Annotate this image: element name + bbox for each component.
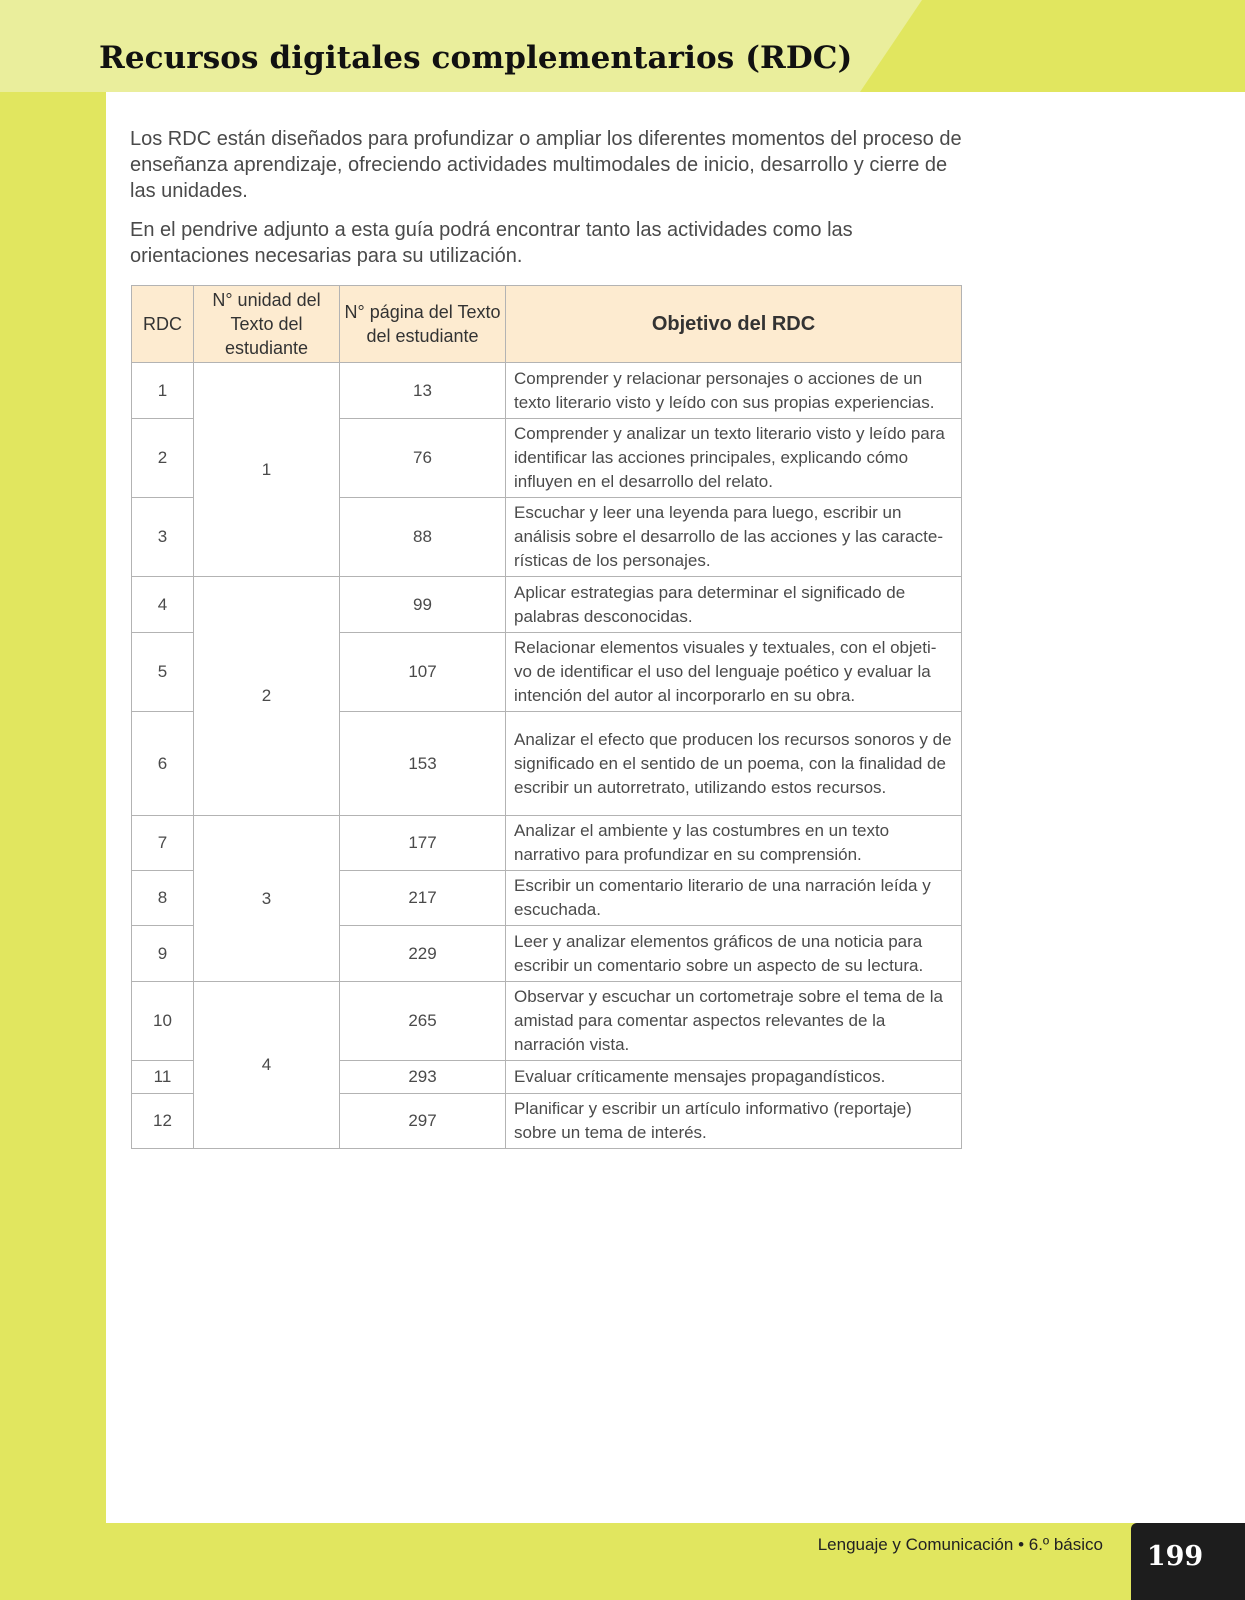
cell-page: 153 xyxy=(340,712,506,816)
cell-objective: Analizar el ambiente y las costumbres en un texto narrativo para profundizar en su comprensión. xyxy=(506,816,962,871)
cell-unit: 1 xyxy=(194,363,340,577)
cell-rdc: 1 xyxy=(132,363,194,419)
cell-page: 177 xyxy=(340,816,506,871)
page-title: Recursos digitales complementarios (RDC) xyxy=(99,40,853,76)
table-row xyxy=(132,577,962,633)
cell-objective: Escribir un comentario literario de una narración leída y escuchada. xyxy=(506,871,962,926)
cell-page: 293 xyxy=(340,1061,506,1094)
header-objetivo: Objetivo del RDC xyxy=(506,286,962,363)
cell-rdc: 6 xyxy=(132,712,194,816)
cell-objective: Comprender y analizar un texto literario visto y leído para identificar las acciones principales, explicando cómo influyen en el desarrollo del relato. xyxy=(506,419,962,498)
table-row xyxy=(132,982,962,1061)
cell-rdc: 11 xyxy=(132,1061,194,1094)
table-row xyxy=(132,816,962,871)
cell-page: 217 xyxy=(340,871,506,926)
cell-objective: Escuchar y leer una leyenda para luego, escribir un análisis sobre el desarrollo de las acciones y las caracte-rísticas de los personajes. xyxy=(506,498,962,577)
cell-page: 76 xyxy=(340,419,506,498)
cell-objective: Relacionar elementos visuales y textuales, con el objeti-vo de identificar el uso del lenguaje poético y evaluar la intención del autor al incorporarlo en su obra. xyxy=(506,633,962,712)
table-header-row xyxy=(132,286,962,363)
cell-rdc: 8 xyxy=(132,871,194,926)
cell-objective: Leer y analizar elementos gráficos de una noticia para escribir un comentario sobre un aspecto de su lectura. xyxy=(506,926,962,982)
cell-objective: Evaluar críticamente mensajes propagandísticos. xyxy=(506,1061,962,1094)
cell-page: 13 xyxy=(340,363,506,419)
cell-objective: Observar y escuchar un cortometraje sobre el tema de la amistad para comentar aspectos relevantes de la narración vista. xyxy=(506,982,962,1061)
cell-rdc: 3 xyxy=(132,498,194,577)
cell-page: 265 xyxy=(340,982,506,1061)
cell-objective: Planificar y escribir un artículo informativo (reportaje) sobre un tema de interés. xyxy=(506,1094,962,1149)
cell-page: 229 xyxy=(340,926,506,982)
rdc-table xyxy=(131,285,962,1149)
header-pagina: N° página del Texto del estudiante xyxy=(340,286,506,363)
cell-rdc: 5 xyxy=(132,633,194,712)
header-rdc: RDC xyxy=(132,286,194,363)
header-unidad: N° unidad del Texto del estudiante xyxy=(194,286,340,363)
cell-unit: 3 xyxy=(194,816,340,982)
cell-objective: Analizar el efecto que producen los recursos sonoros y de significado en el sentido de un poema, con la finalidad de escribir un autorretrato, utilizando estos recursos. xyxy=(506,712,962,816)
cell-unit: 4 xyxy=(194,982,340,1149)
intro-paragraph-1: Los RDC están diseñados para profundizar o ampliar los diferentes momentos del proceso de enseñanza aprendizaje, ofreciendo actividades multimodales de inicio, desarrollo y cierre de las unidades. xyxy=(130,128,962,202)
cell-rdc: 10 xyxy=(132,982,194,1061)
cell-unit: 2 xyxy=(194,577,340,816)
cell-objective: Aplicar estrategias para determinar el significado de palabras desconocidas. xyxy=(506,577,962,633)
table-row xyxy=(132,363,962,419)
cell-rdc: 7 xyxy=(132,816,194,871)
intro-paragraph-2: En el pendrive adjunto a esta guía podrá encontrar tanto las actividades como las orientaciones necesarias para su utilización. xyxy=(130,219,853,267)
cell-page: 88 xyxy=(340,498,506,577)
cell-objective: Comprender y relacionar personajes o acciones de un texto literario visto y leído con sus propias experiencias. xyxy=(506,363,962,419)
cell-page: 107 xyxy=(340,633,506,712)
cell-rdc: 2 xyxy=(132,419,194,498)
footer-subject: Lenguaje y Comunicación • 6.º básico xyxy=(817,1535,1103,1554)
page-number: 199 xyxy=(1146,1541,1204,1572)
cell-rdc: 9 xyxy=(132,926,194,982)
cell-rdc: 12 xyxy=(132,1094,194,1149)
cell-rdc: 4 xyxy=(132,577,194,633)
page-number-box xyxy=(1131,1523,1245,1600)
cell-page: 99 xyxy=(340,577,506,633)
cell-page: 297 xyxy=(340,1094,506,1149)
